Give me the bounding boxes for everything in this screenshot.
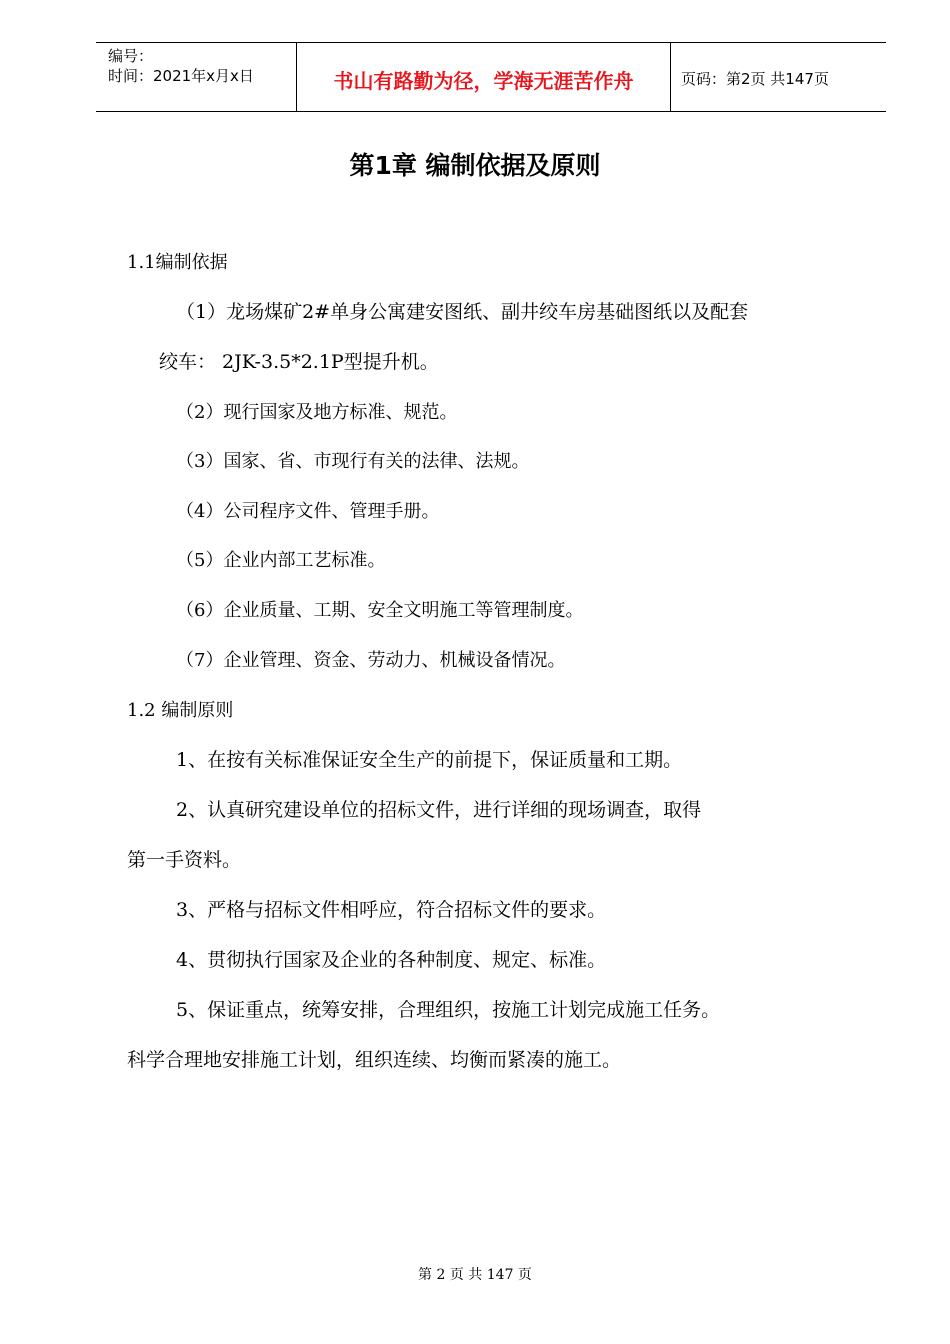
principle-item-1: 1、在按有关标准保证安全生产的前提下，保证质量和工期。	[176, 749, 683, 771]
section-heading-1-2: 1.2 编制原则	[127, 700, 234, 721]
principle-item-5: 5、保证重点，统筹安排，合理组织，按施工计划完成施工任务。	[176, 999, 721, 1021]
basis-item-6: （6）企业质量、工期、安全文明施工等管理制度。	[176, 600, 584, 621]
basis-item-5: （5）企业内部工艺标准。	[176, 550, 386, 571]
principle-item-3: 3、严格与招标文件相呼应，符合招标文件的要求。	[176, 899, 607, 921]
principle-item-4: 4、贯彻执行国家及企业的各种制度、规定、标准。	[176, 949, 607, 971]
basis-item-2: （2）现行国家及地方标准、规范。	[176, 402, 458, 423]
basis-item-3: （3）国家、省、市现行有关的法律、法规。	[176, 451, 530, 472]
chapter-title: 第1章 编制依据及原则	[349, 151, 601, 180]
header-page-cell	[671, 43, 886, 111]
basis-item-7: （7）企业管理、资金、劳动力、机械设备情况。	[176, 650, 566, 671]
principle-item-5-cont: 科学合理地安排施工计划，组织连续、均衡而紧凑的施工。	[127, 1049, 622, 1071]
page-footer: 第 2 页 共 147 页	[418, 1267, 532, 1283]
basis-item-1-cont: 绞车： 2JK-3.5*2.1P型提升机。	[159, 351, 439, 373]
principle-item-2: 2、认真研究建设单位的招标文件，进行详细的现场调查，取得	[176, 799, 702, 821]
header-meta-cell	[96, 43, 297, 111]
document-number-label: 编号：	[108, 47, 154, 65]
header-motto-cell	[297, 43, 671, 111]
basis-item-4: （4）公司程序文件、管理手册。	[176, 501, 440, 522]
principle-item-2-cont: 第一手资料。	[127, 849, 242, 871]
section-heading-1-1: 1.1编制依据	[127, 252, 228, 273]
header-motto: 书山有路勤为径，学海无涯苦作舟	[333, 69, 634, 93]
header-page-info: 页码：第2页 共147页	[681, 70, 829, 88]
document-time-label: 时间：2021年x月x日	[108, 67, 254, 85]
document-header	[96, 42, 886, 112]
basis-item-1: （1）龙场煤矿2#单身公寓建安图纸、副井绞车房基础图纸以及配套	[176, 301, 749, 323]
